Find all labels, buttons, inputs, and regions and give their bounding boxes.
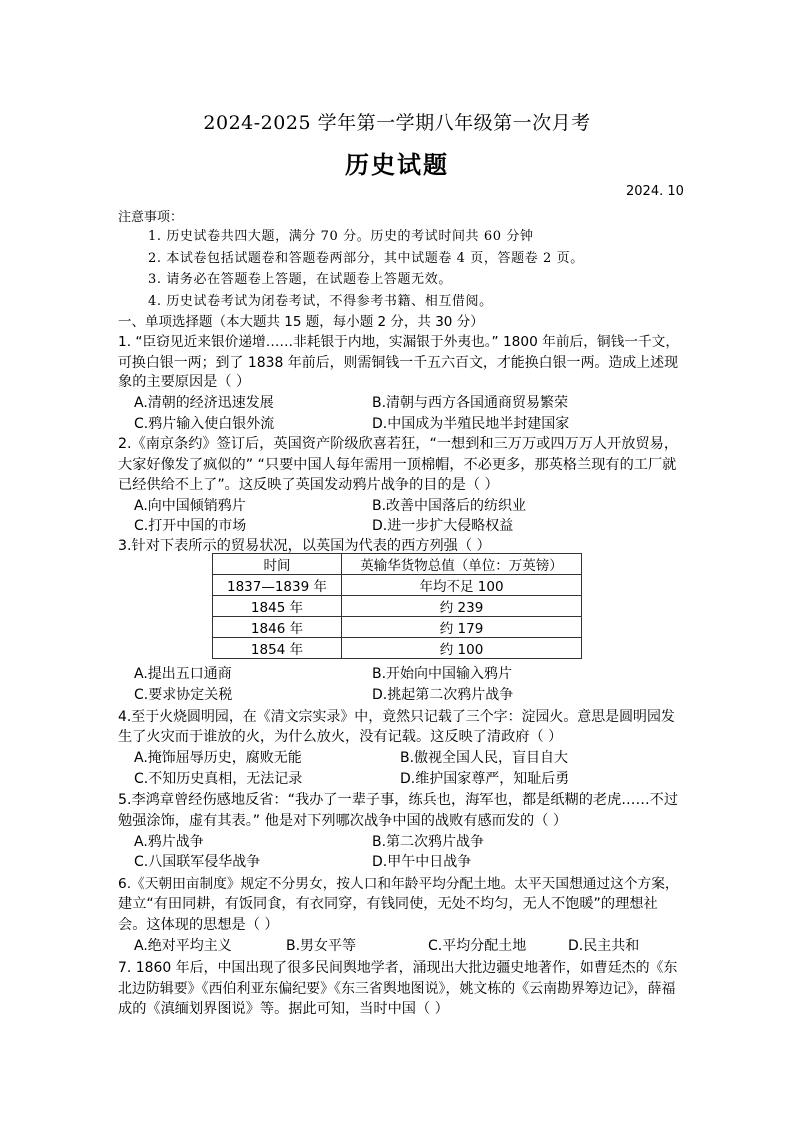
table-row <box>213 638 582 659</box>
section-heading: 一、单项选择题（本大题共 15 题，每小题 2 分，共 30 分） <box>118 314 484 330</box>
question-4-text: 生了火灾而于谁放的火，为什么放火，没有记载。这反映了清政府（ ） <box>118 729 563 745</box>
table-cell: 约 239 <box>342 596 582 617</box>
question-5-text: 勉强涂饰，虚有其表。” 他是对下列哪次战争中国的战败有感而发的（ ） <box>118 813 568 829</box>
question-1-option-d: D.中国成为半殖民地半封建国家 <box>372 416 570 432</box>
question-1-text: 象的主要原因是（ ） <box>118 374 251 390</box>
question-2-text: 大家好像发了疯似的” “只要中国人每年需用一顶棉帽，不必更多，那英格兰现有的工厂就 <box>118 457 677 473</box>
note-item: 3. 请务必在答题卷上答题，在试题卷上答题无效。 <box>148 272 452 287</box>
note-item: 1. 历史试卷共四大题，满分 70 分。历史的考试时间共 60 分钟 <box>148 229 534 244</box>
question-4-option-b: B.傲视全国人民，盲目自大 <box>400 750 569 766</box>
exam-title: 2024-2025 学年第一学期八年级第一次月考 <box>203 112 591 134</box>
question-5-option-d: D.甲午中日战争 <box>372 854 472 870</box>
table-cell: 约 179 <box>342 617 582 638</box>
question-1-option-a: A.清朝的经济迅速发展 <box>134 395 274 411</box>
table-cell: 1845 年 <box>213 596 342 617</box>
exam-date: 2024. 10 <box>626 184 684 199</box>
question-4-option-a: A.掩饰屈辱历史，腐败无能 <box>134 750 302 766</box>
question-5-option-a: A.鸦片战争 <box>134 834 204 850</box>
question-3-option-c: C.要求协定关税 <box>134 687 233 703</box>
note-item: 4. 历史试卷考试为闭卷考试，不得参考书籍、相互借阅。 <box>148 294 493 309</box>
question-1-text: 可换白银一两；到了 1838 年前后，则需铜钱一千五六百文，才能换白银一两。造成上述现 <box>118 355 679 371</box>
question-2-option-b: B.改善中国落后的纺织业 <box>372 498 527 514</box>
question-3-text: 3.针对下表所示的贸易状况，以英国为代表的西方列强（ ） <box>118 538 491 554</box>
question-4-option-c: C.不知历史真相，无法记录 <box>134 771 303 787</box>
table-cell: 约 100 <box>342 638 582 659</box>
table-cell: 1854 年 <box>213 638 342 659</box>
question-1-option-b: B.清朝与西方各国通商贸易繁荣 <box>372 395 569 411</box>
question-6-option-a: A.绝对平均主义 <box>134 938 232 954</box>
question-6-text: 建立“有田同耕，有饭同食，有衣同穿，有钱同使，无处不均匀，无人不饱暖”的理想社 <box>118 896 658 912</box>
question-2-option-d: D.进一步扩大侵略权益 <box>372 518 514 534</box>
question-3-option-b: B.开始向中国输入鸦片 <box>372 666 513 682</box>
question-6-text: 会。这体现的思想是（ ） <box>118 917 279 933</box>
table-row <box>213 596 582 617</box>
table-header-row <box>213 554 582 575</box>
trade-table <box>212 553 582 659</box>
question-1-text: 1. “臣窃见近来银价递增……非耗银于内地，实漏银于外夷也。” 1800 年前后，铜钱一千文， <box>118 334 680 350</box>
exam-subject-title: 历史试题 <box>345 150 449 179</box>
question-6-option-b: B.男女平等 <box>286 938 357 954</box>
question-6-text: 6.《天朝田亩制度》规定不分男女，按人口和年龄平均分配土地。太平天国想通过这个方案， <box>118 876 679 892</box>
question-4-text: 4.至于火烧圆明园，在《清文宗实录》中，竟然只记载了三个字：淀园火。意思是圆明园发 <box>118 709 675 725</box>
question-6-option-c: C.平均分配土地 <box>428 938 527 954</box>
table-cell: 1837—1839 年 <box>213 575 342 596</box>
table-header-cell: 时间 <box>213 554 342 575</box>
question-5-option-b: B.第二次鸦片战争 <box>372 834 485 850</box>
question-6-option-d: D.民主共和 <box>568 938 640 954</box>
notes-heading: 注意事项： <box>118 210 184 225</box>
question-5-option-c: C.八国联军侵华战争 <box>134 854 261 870</box>
question-2-text: 已经供给不上了”。这反映了英国发动鸦片战争的目的是（ ） <box>118 477 499 493</box>
question-5-text: 5.李鸿章曾经伤感地反省：“我办了一辈子事，练兵也，海军也，都是纸糊的老虎……不过 <box>118 792 679 808</box>
question-7-text: 成的《滇缅划界图说》等。据此可知，当时中国（ ） <box>118 1001 449 1017</box>
table-cell: 1846 年 <box>213 617 342 638</box>
question-3-option-a: A.提出五口通商 <box>134 666 232 682</box>
table-cell: 年均不足 100 <box>342 575 582 596</box>
question-2-option-a: A.向中国倾销鸦片 <box>134 498 246 514</box>
note-item: 2. 本试卷包括试题卷和答题卷两部分，其中试题卷 4 页，答题卷 2 页。 <box>148 251 584 266</box>
table-header-cell: 英输华货物总值（单位：万英镑） <box>342 554 582 575</box>
question-4-option-d: D.维护国家尊严，知耻后勇 <box>400 771 570 787</box>
question-2-option-c: C.打开中国的市场 <box>134 518 247 534</box>
question-7-text: 7. 1860 年后，中国出现了很多民间舆地学者，涌现出大批边疆史地著作，如曹廷杰的《东 <box>118 960 678 976</box>
question-1-option-c: C.鸦片输入使白银外流 <box>134 416 275 432</box>
question-7-text: 北边防辑要》《西伯利亚东偏纪要》《东三省舆地图说》，姚文栋的《云南勘界筹边记》，薛福 <box>118 981 676 997</box>
table-row <box>213 575 582 596</box>
question-3-option-d: D.挑起第二次鸦片战争 <box>372 687 514 703</box>
question-2-text: 2.《南京条约》签订后，英国资产阶级欣喜若狂，“一想到和三万万或四万万人开放贸易， <box>118 436 679 452</box>
table-row <box>213 617 582 638</box>
